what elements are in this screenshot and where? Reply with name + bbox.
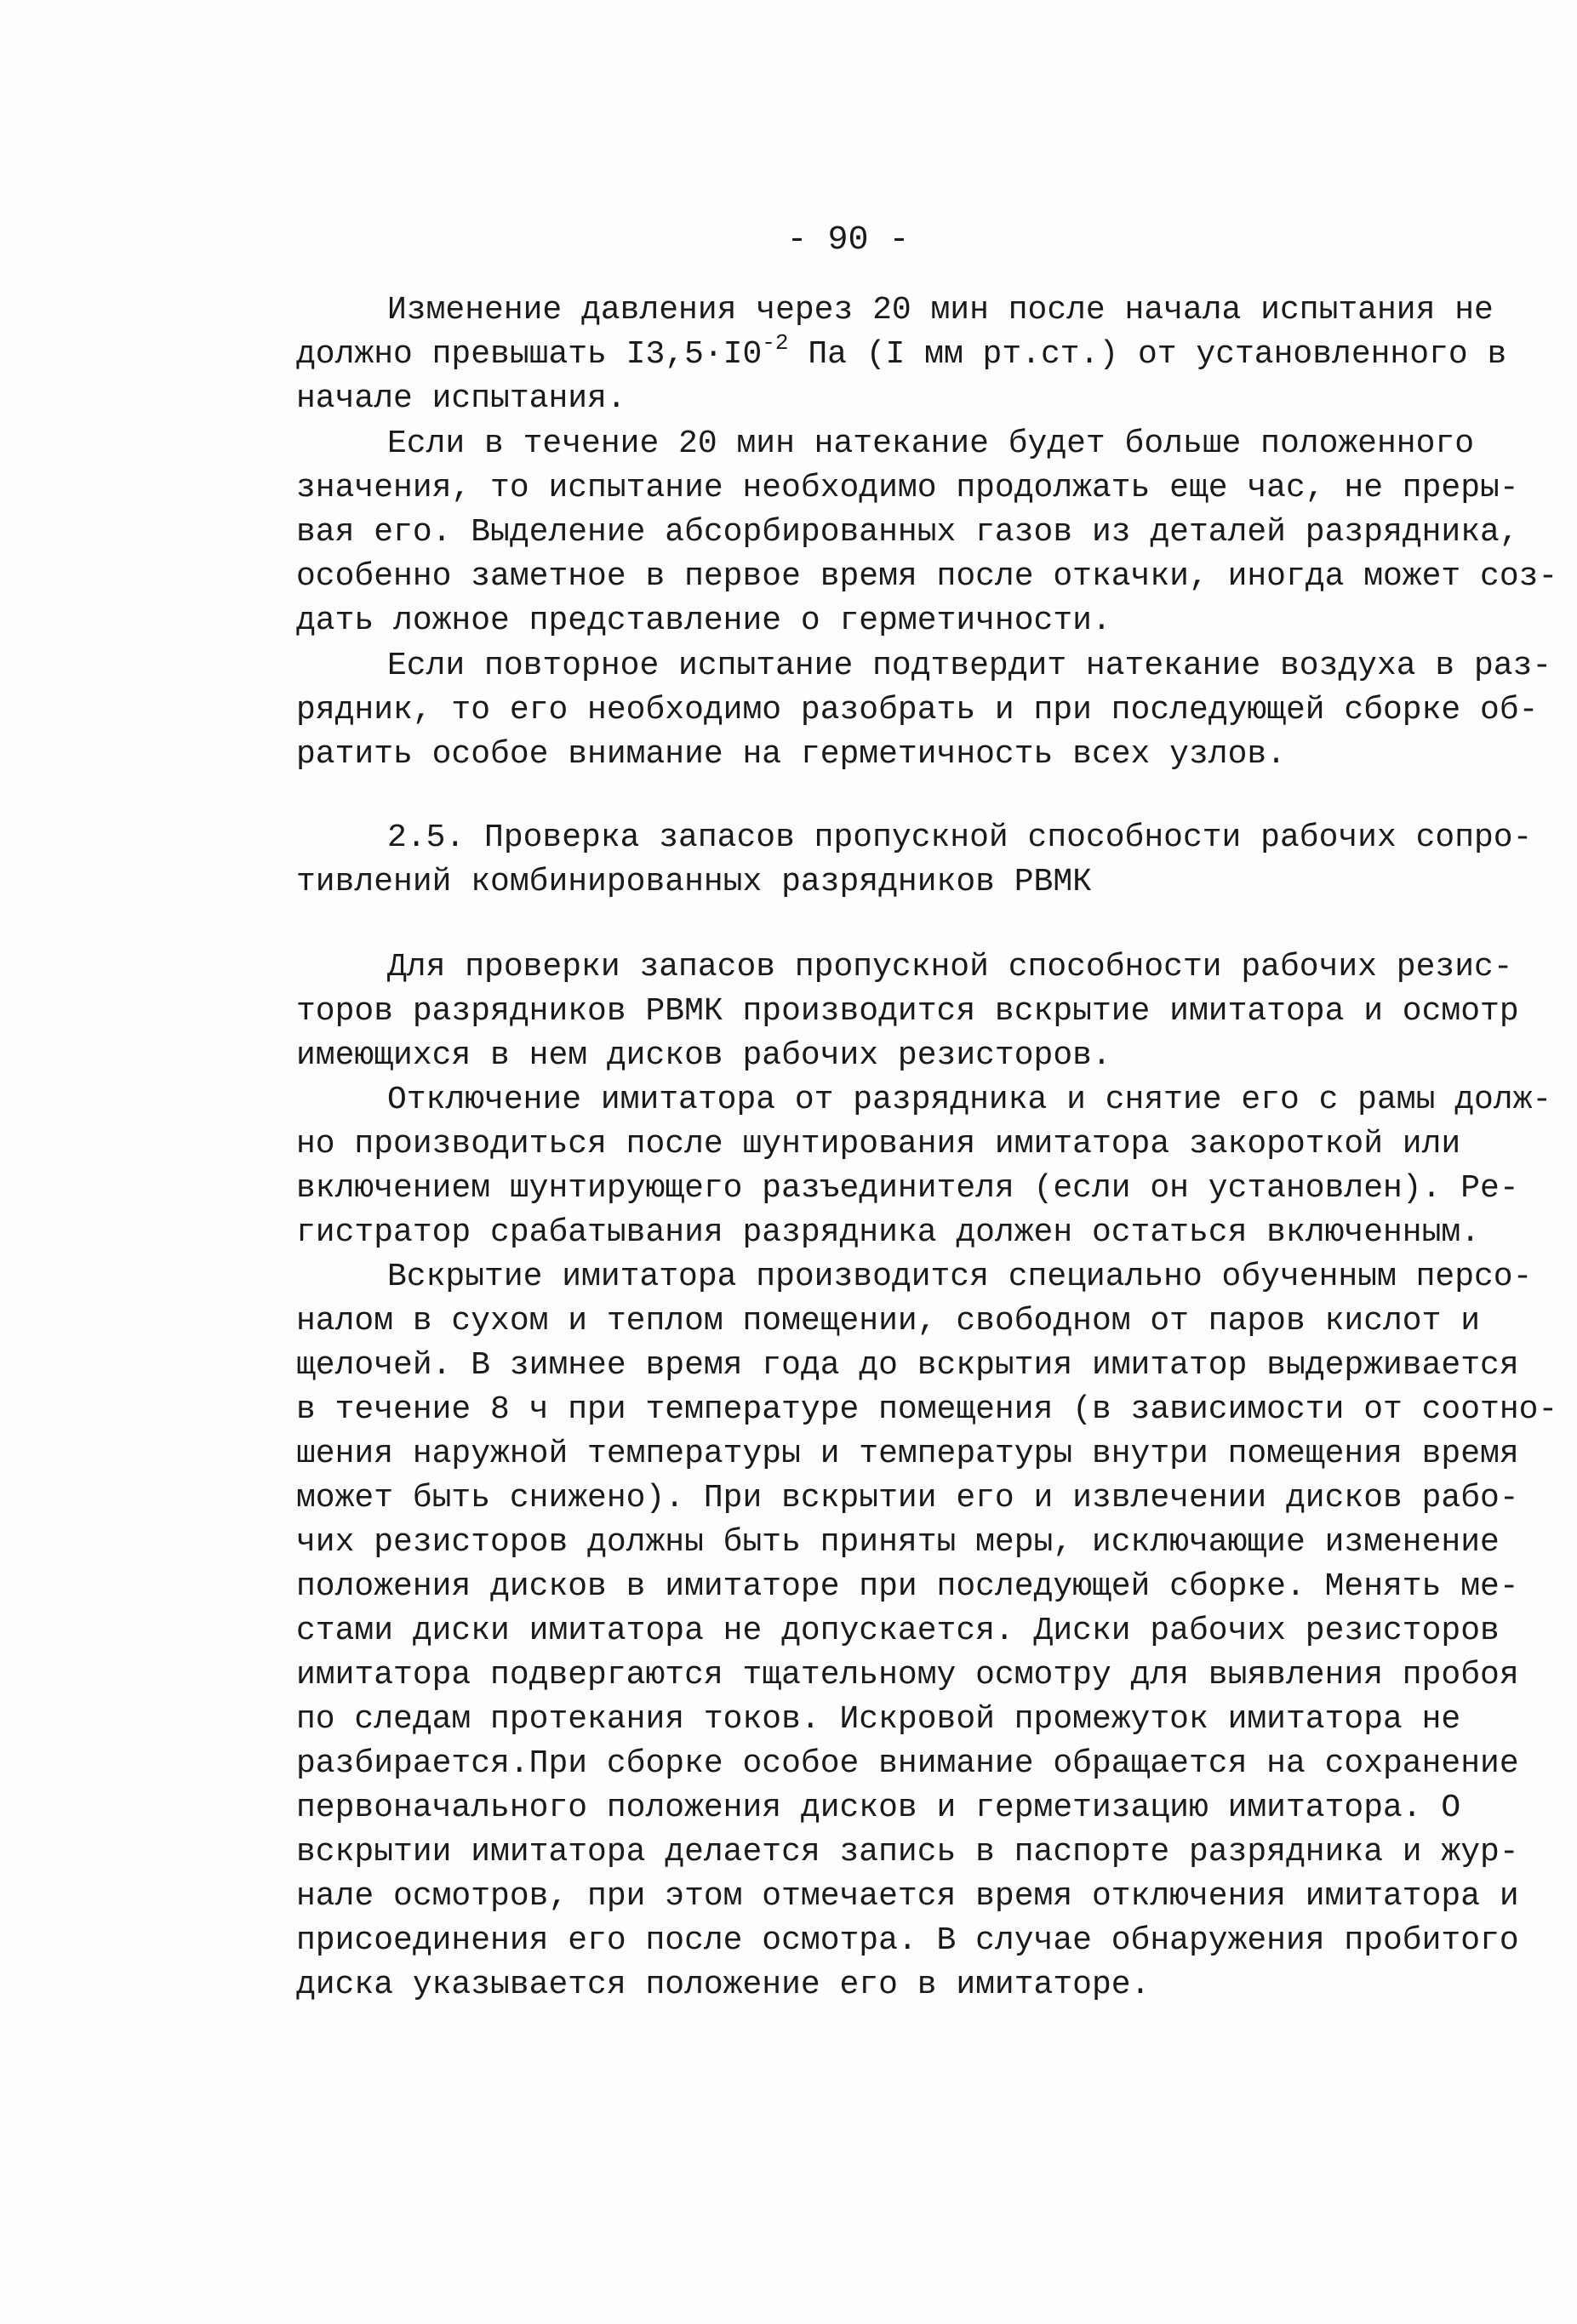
text-line: Вскрытие имитатора производится специально обученным персо- (387, 1259, 1533, 1295)
text-line: гистратор срабатывания разрядника должен остаться включенным. (296, 1214, 1481, 1251)
text-line: значения, то испытание необходимо продолжать еще час, не преры- (296, 470, 1519, 506)
text-line: Если в течение 20 мин натекание будет больше положенного (387, 425, 1475, 462)
text-line: дать ложное представление о герметичности. (296, 602, 1111, 639)
text-line: включением шунтирующего разъединителя (если он установлен). Ре- (296, 1170, 1519, 1207)
text-line: разбирается.При сборке особое внимание обращается на сохранение (296, 1745, 1519, 1782)
text-line: положения дисков в имитаторе при последующей сборке. Менять ме- (296, 1568, 1519, 1605)
text-line: щелочей. В зимнее время года до вскрытия имитатор выдерживается (296, 1347, 1519, 1384)
text-line: особенно заметное в первое время после откачки, иногда может соз- (296, 558, 1558, 595)
text-line: Изменение давления через 20 мин после начала испытания не (387, 292, 1494, 328)
text-line: налом в сухом и теплом помещении, свободном от паров кислот и (296, 1303, 1481, 1339)
exponent: -2 (762, 330, 789, 356)
text-line: нале осмотров, при этом отмечается время отключения имитатора и (296, 1878, 1519, 1915)
text-line: рядник, то его необходимо разобрать и при последующей сборке об- (296, 692, 1539, 728)
text-line: торов разрядников РВМК производится вскрытие имитатора и осмотр (296, 993, 1519, 1030)
text-line: диска указывается положение его в имитаторе. (296, 1967, 1151, 2003)
text-line: начале испытания. (296, 380, 626, 417)
text-line: по следам протекания токов. Искровой промежуток имитатора не (296, 1701, 1461, 1738)
section-heading: тивлений комбинированных разрядников РВМК (296, 864, 1092, 900)
text-line-with-exponent (296, 330, 1507, 376)
text-segment: должно превышать I3,5·I0 (296, 336, 763, 373)
text-line: но производиться после шунтирования имитатора закороткой или (296, 1126, 1461, 1162)
text-line: вая его. Выделение абсорбированных газов из деталей разрядника, (296, 514, 1519, 551)
text-line: может быть снижено). При вскрытии его и извлечении дисков рабо- (296, 1480, 1519, 1516)
text-line: в течение 8 ч при температуре помещения (в зависимости от соотно- (296, 1391, 1558, 1428)
text-line: имитатора подвергаются тщательному осмотру для выявления пробоя (296, 1657, 1519, 1693)
text-line: стами диски имитатора не допускается. Диски рабочих резисторов (296, 1613, 1500, 1649)
text-line: Для проверки запасов пропускной способности рабочих резис- (387, 949, 1513, 985)
text-line: присоединения его после осмотра. В случае обнаружения пробитого (296, 1922, 1519, 1959)
text-line: первоначального положения дисков и герметизацию имитатора. О (296, 1790, 1461, 1826)
text-line: Отключение имитатора от разрядника и снятие его с рамы долж- (387, 1082, 1552, 1118)
page-number: - 90 - (786, 221, 910, 260)
section-heading: 2.5. Проверка запасов пропускной способности рабочих сопро- (387, 819, 1533, 856)
text-segment: Па (I мм рт.ст.) от установленного в (788, 336, 1507, 373)
text-line: ратить особое внимание на герметичность всех узлов. (296, 736, 1286, 773)
text-line: Если повторное испытание подтвердит натекание воздуха в раз- (387, 648, 1552, 684)
text-line: чих резисторов должны быть приняты меры, исключающие изменение (296, 1524, 1500, 1561)
text-line: имеющихся в нем дисков рабочих резисторов. (296, 1037, 1111, 1074)
text-line: вскрытии имитатора делается запись в паспорте разрядника и жур- (296, 1834, 1519, 1870)
text-line: шения наружной температуры и температуры внутри помещения время (296, 1436, 1519, 1472)
